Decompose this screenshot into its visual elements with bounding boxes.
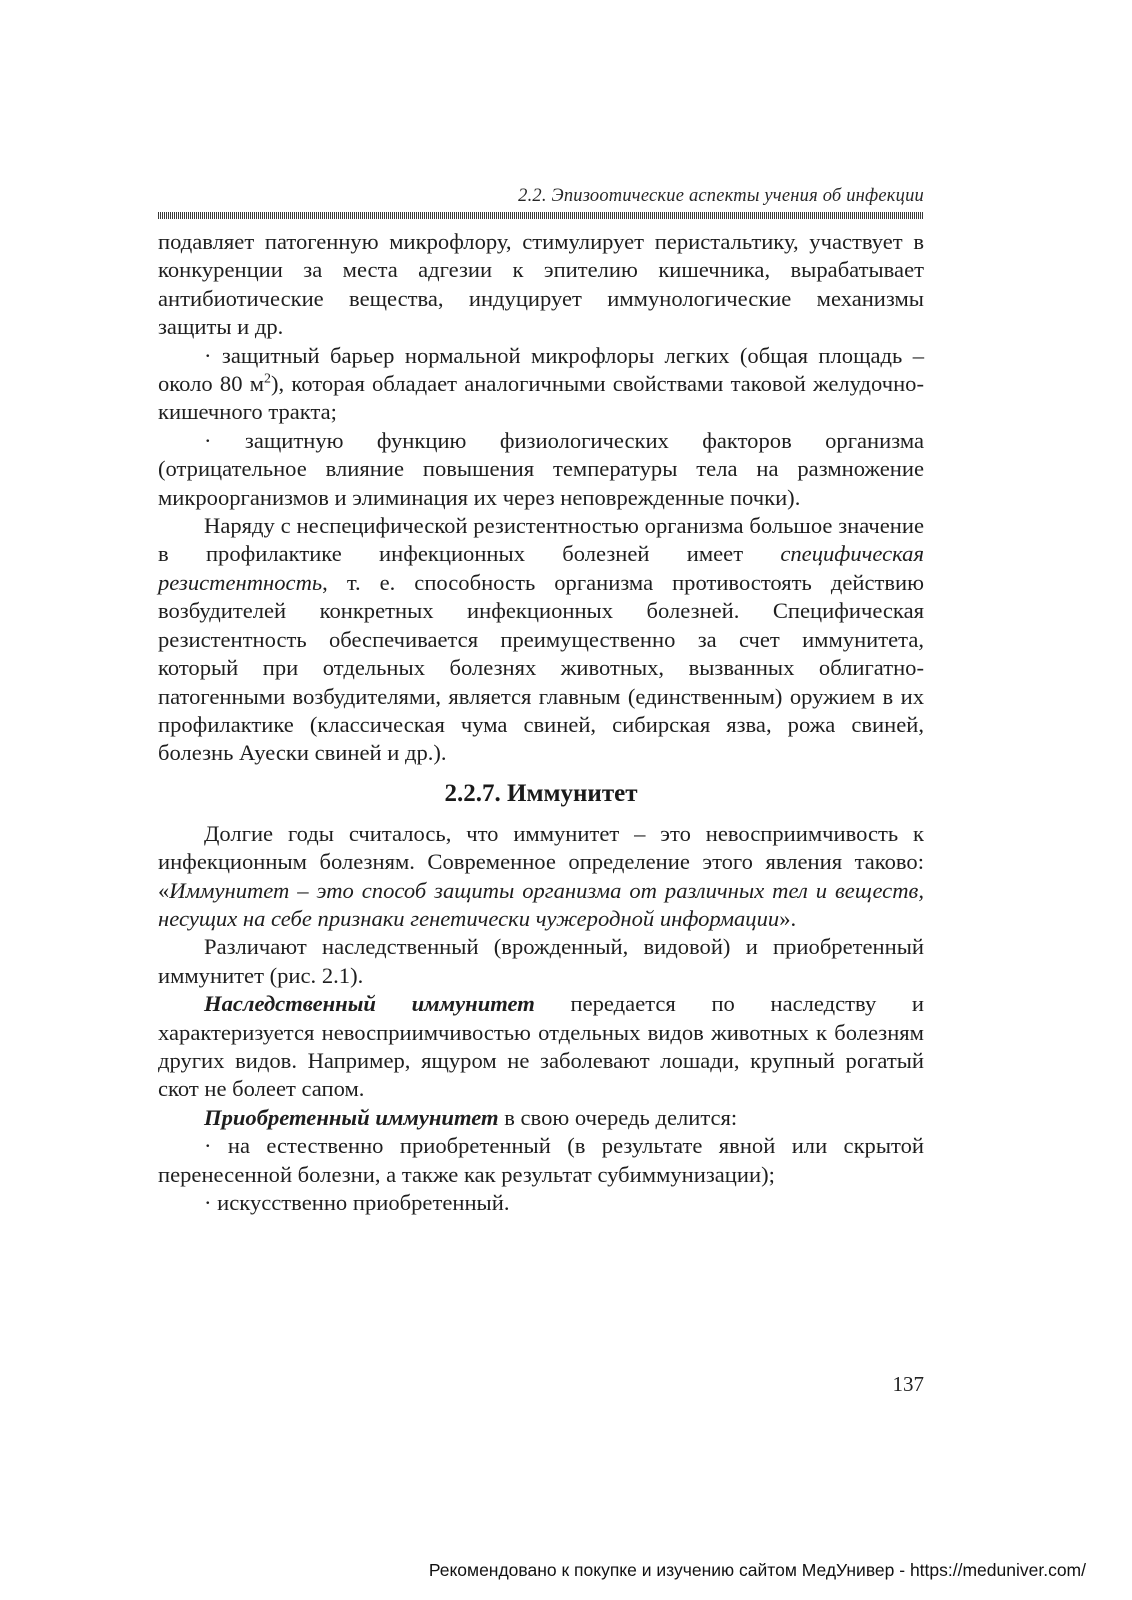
paragraph-specific-resistance [158,512,924,768]
paragraph-continuation: подавляет патогенную микрофлору, стимулирует перистальтику, участвует в конкуренции за места адгезии к эпителию кишечника, вырабатывает антибиотические вещества, индуцирует иммунологические механизмы защиты и др. [158,229,924,340]
running-head: 2.2. Эпизоотические аспекты учения об инфекции [518,186,924,206]
paragraph-hereditary-immunity [158,990,924,1104]
bold-italic-term: Наследственный иммунитет [204,991,535,1017]
list-item-lung-barrier [158,342,924,427]
section-heading: 2.2.7. Иммунитет [444,779,638,807]
paragraph-text: ». [779,905,797,931]
list-item-natural-acquired: · на естественно приобретенный (в результате явной или скрытой перенесенной болезни, а также как результат субиммунизации); [158,1133,924,1187]
italic-definition: Иммунитет – это способ защиты организма от различных тел и веществ, несущих на себе признаки генетически чужеродной информации [158,877,924,931]
list-item-text: ), которая обладает аналогичными свойствами таковой желудочно-кишечного тракта; [158,371,924,425]
paragraph-text: Наряду с неспецифической резистентностью организма большое значение в профилактике инфекционных болезней имеет [158,513,924,567]
paragraph-acquired-immunity [158,1104,924,1132]
page-number: 137 [892,1372,924,1396]
paragraph-immunity-types: Различают наследственный (врожденный, видовой) и приобретенный иммунитет (рис. 2.1). [158,934,924,988]
list-item-text: · защитный барьер нормальной микрофлоры легких (общая площадь – около 80 м [158,342,924,397]
list-item-artificial-acquired: · искусственно приобретенный. [204,1190,510,1215]
paragraph-immunity-definition [158,820,924,934]
italic-term: специфическая резистентность [158,541,924,595]
list-item-physiological-factors: · защитную функцию физиологических факторов организма (отрицательное влияние повышения температуры тела на размножение микроорганизмов и элиминация их через неповрежденные почки). [158,427,924,510]
paragraph-text: передается по наследству и характеризуется невосприимчивостью отдельных видов животных к болезням других видов. Например, ящуром не заболевают лошади, крупный рогатый скот не болеет сапом. [158,991,924,1102]
paragraph-text: в свою очередь делится: [498,1104,738,1130]
body-text [158,228,924,1217]
header-rule [158,212,924,219]
footer-note: Рекомендовано к покупке и изучению сайтом МедУнивер - https://meduniver.com/ [428,1560,1086,1580]
paragraph-text: , т. е. способность организма противостоять действию возбудителей конкретных инфекционных болезней. Специфическая резистентность обеспечивается преимущественно за счет иммунитета, который при отдельных болезнях животных, вызванных облигатно-патогенными возбудителями, является главным (единственным) оружием в их профилактике (классическая чума свиней, сибирская язва, рожа свиней, болезнь Ауески свиней и др.). [158,569,924,766]
superscript: 2 [264,371,272,387]
bold-italic-term: Приобретенный иммунитет [204,1104,499,1130]
paragraph-text: Долгие годы считалось, что иммунитет – это невосприимчивость к инфекционным болезням. Современное определение этого явления таково: « [158,820,924,903]
